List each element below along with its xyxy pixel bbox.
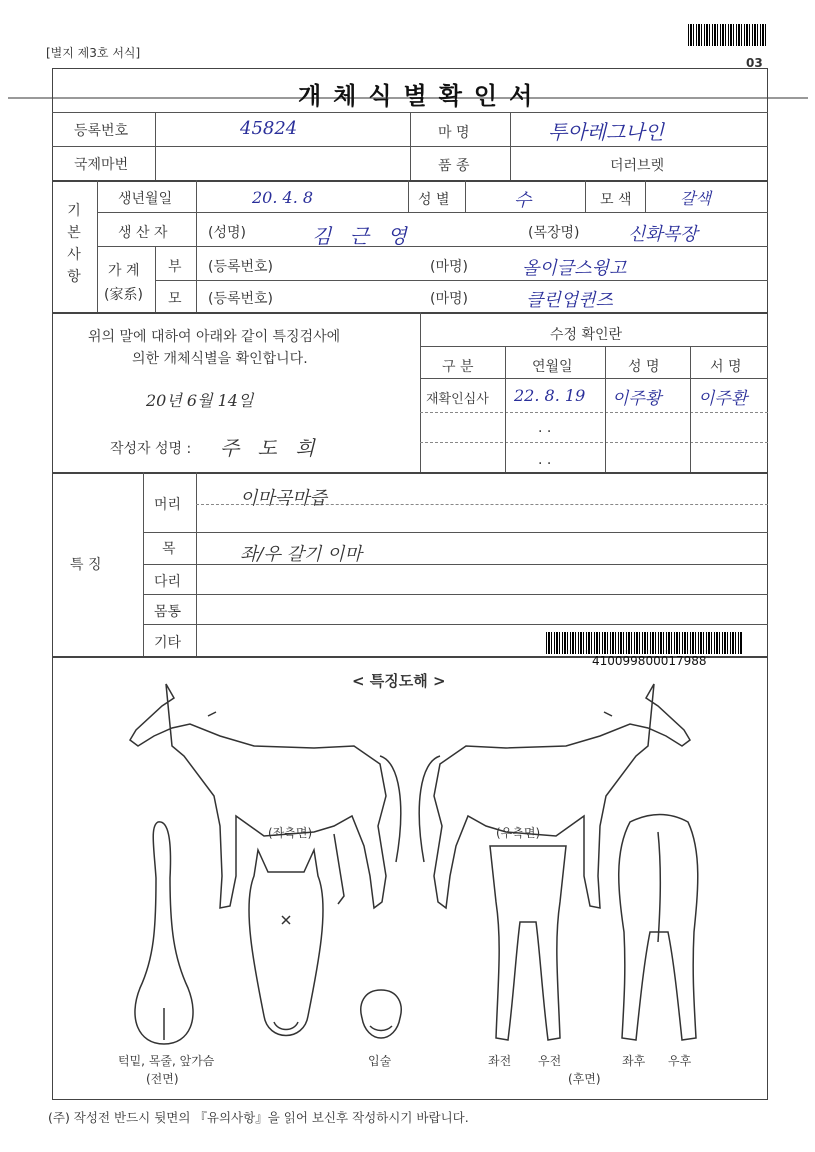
sire-regno-label: (등록번호): [208, 259, 274, 275]
divider: [155, 112, 156, 180]
basic-section-label: 기본사항: [67, 203, 81, 285]
breeder-name-label: (성명): [208, 225, 246, 241]
divider: [645, 180, 646, 212]
hind-right-leg-label: 우후: [668, 1054, 692, 1068]
front-caption: 턱밑, 목줄, 앞가슴: [118, 1054, 215, 1068]
dam-name-value: 클린업퀸즈: [526, 290, 613, 311]
dob-value: 20. 4. 8: [252, 188, 314, 207]
neck-label: 목: [162, 541, 176, 557]
divider: [420, 312, 421, 472]
lips-label: 입술: [368, 1054, 392, 1068]
horse-name-label: 마 명: [438, 125, 470, 141]
revision-header-sign: 서 명: [710, 359, 742, 375]
breed-label: 품 종: [438, 158, 470, 174]
neck-value: 좌/우 갈기 이마: [240, 544, 362, 565]
features-section-label: 특 징: [70, 557, 102, 573]
sex-value: 수: [514, 190, 532, 211]
horse-front-head-drawing: [238, 846, 334, 1046]
divider: [510, 112, 511, 180]
hind-left-leg-label: 좌후: [622, 1054, 646, 1068]
divider: [465, 180, 466, 212]
sire-name-label: (마명): [430, 259, 468, 275]
revision-title: 수정 확인란: [550, 327, 623, 343]
farm-value: 신화목장: [628, 224, 698, 245]
page-number: 03: [746, 56, 763, 70]
divider: [408, 180, 409, 212]
head-value: 이마곡마즙: [240, 488, 327, 509]
divider: [52, 312, 768, 314]
diagram-title: < 특징도해 >: [352, 672, 446, 690]
left-side-label: (좌측면): [268, 826, 313, 840]
dam-name-label: (마명): [430, 291, 468, 307]
head-label: 머리: [154, 497, 182, 513]
barcode-number: 410099800017988: [592, 654, 707, 668]
confirm-statement-line2: 의한 개체식별을 확인합니다.: [132, 351, 308, 367]
farm-label: (목장명): [528, 225, 580, 241]
body-label: 몸통: [154, 604, 182, 620]
divider: [143, 564, 768, 565]
reg-no-value: 45824: [240, 118, 298, 139]
author-value: 주 도 희: [220, 436, 321, 460]
revision-header-type: 구 분: [442, 359, 474, 375]
legs-label: 다리: [154, 574, 182, 590]
divider: [143, 624, 768, 625]
divider: [97, 246, 768, 247]
coat-label: 모 색: [600, 192, 632, 208]
divider: [690, 346, 691, 472]
revision-row-date: 22. 8. 19: [514, 386, 586, 405]
horse-lips-drawing: [354, 986, 408, 1042]
divider: [52, 180, 768, 182]
sire-label: 부: [168, 259, 182, 275]
pedigree-hanja: (家系): [104, 287, 143, 303]
horse-rear-drawing: [610, 812, 706, 1046]
revision-row-name: 이주황: [612, 389, 662, 409]
divider: [420, 378, 768, 379]
reg-no-label: 등록번호: [74, 123, 129, 139]
divider: [420, 412, 768, 413]
front-right-leg-label: 우전: [538, 1054, 562, 1068]
divider: [97, 212, 768, 213]
pedigree-label: 가 계: [108, 263, 140, 279]
divider: [143, 532, 768, 533]
confirm-statement-line1: 위의 말에 대하여 아래와 같이 특징검사에: [88, 329, 341, 345]
divider: [155, 246, 156, 312]
dam-regno-label: (등록번호): [208, 291, 274, 307]
horse-barcode: [546, 632, 742, 654]
other-label: 기타: [154, 635, 182, 651]
breeder-name-value: 김 근 영: [312, 224, 413, 248]
divider: [420, 346, 768, 347]
front-left-leg-label: 좌전: [488, 1054, 512, 1068]
footer-note: (주) 작성전 반드시 뒷면의 『유의사항』을 읽어 보신후 작성하시기 바랍니다.: [48, 1110, 469, 1125]
right-side-label: (우측면): [496, 826, 541, 840]
horse-front-legs-drawing: [478, 842, 578, 1046]
intl-no-label: 국제마번: [74, 157, 129, 173]
divider: [420, 442, 768, 443]
revision-row-sign: 이주환: [698, 389, 748, 409]
top-barcode: [688, 24, 768, 46]
front-label: (전면): [146, 1072, 179, 1086]
revision-row-type: 재확인심사: [426, 392, 489, 407]
form-label: [별지 제3호 서식]: [46, 46, 141, 60]
author-label: 작성자 성명 :: [110, 441, 192, 457]
breed-value: 더러브렛: [610, 158, 665, 174]
horse-name-value: 투아레그나인: [548, 120, 664, 144]
divider: [605, 346, 606, 472]
coat-value: 갈색: [680, 189, 711, 208]
dob-label: 생년월일: [118, 191, 173, 207]
confirm-date: 20년 6월 14일: [146, 391, 254, 410]
divider: [52, 472, 768, 474]
sex-label: 성 별: [418, 192, 450, 208]
divider: [196, 180, 197, 312]
sire-name-value: 올이글스윙고: [522, 258, 627, 279]
divider: [410, 112, 411, 180]
revision-header-date: 연월일: [532, 359, 573, 375]
divider: [505, 346, 506, 472]
divider: [155, 280, 768, 281]
rear-label: (후면): [568, 1072, 601, 1086]
revision-header-name: 성 명: [628, 359, 660, 375]
breeder-label: 생 산 자: [118, 225, 168, 241]
page-title: 개체식별확인서: [298, 82, 545, 110]
revision-row-date: . .: [538, 452, 552, 468]
divider: [585, 180, 586, 212]
divider: [143, 594, 768, 595]
dam-label: 모: [168, 291, 182, 307]
horse-front-neck-drawing: [128, 818, 200, 1048]
revision-row-date: . .: [538, 420, 552, 436]
